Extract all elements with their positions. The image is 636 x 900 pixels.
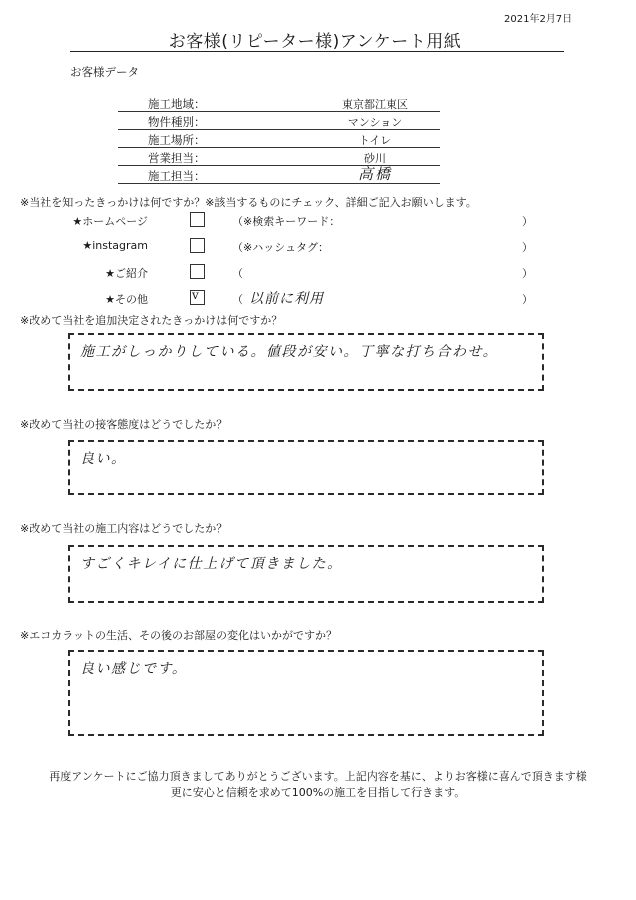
- answer-handwritten: 良い。: [80, 451, 127, 467]
- checkbox-referral[interactable]: [190, 264, 205, 279]
- survey-date: 2021年2月7日: [504, 14, 573, 25]
- customer-key: 営業担当：: [148, 151, 206, 165]
- customer-value-handwritten: 高橋: [357, 165, 392, 183]
- source-detail-handwritten: 以前に利用: [249, 291, 324, 307]
- paren-close: ）: [522, 293, 533, 306]
- answer-box-4[interactable]: [68, 650, 544, 736]
- source-detail: [232, 239, 329, 255]
- customer-value: 砂川: [364, 152, 386, 165]
- customer-key: 施工場所：: [148, 133, 206, 147]
- answer-handwritten: 良い感じです。: [80, 661, 188, 677]
- page-title: お客様(リピーター様)アンケート用紙: [168, 32, 462, 52]
- checkbox-instagram[interactable]: [190, 238, 205, 253]
- customer-row-area: [118, 93, 440, 112]
- source-detail-text: （※ハッシュタグ：: [232, 241, 329, 254]
- source-detail-text: （※検索キーワード：: [232, 215, 341, 228]
- closing-line: 再度アンケートにご協力頂きましてありがとうございます。上記内容を基に、よりお客様に喜んで頂きます様: [49, 770, 587, 783]
- source-instruction-text: ※該当するものにチェック、詳細ご記入お願いします。: [205, 196, 477, 209]
- answer-box-2[interactable]: [68, 440, 544, 495]
- title-underline: [70, 51, 564, 52]
- closing-message: [40, 769, 596, 801]
- answer-box-3[interactable]: [68, 545, 544, 603]
- answer-handwritten: すごくキレイに仕上げて頂きました。: [80, 556, 343, 572]
- source-question: [20, 194, 477, 210]
- customer-row-location: [118, 129, 440, 148]
- customer-row-installer: [118, 165, 440, 184]
- source-label: ★その他: [105, 293, 148, 306]
- paren-close: ）: [522, 241, 533, 254]
- question-2: ※改めて当社の接客態度はどうでしたか？: [20, 418, 228, 431]
- source-label: ★instagram: [82, 239, 148, 252]
- customer-value: 東京都江東区: [342, 98, 408, 111]
- question-1: ※改めて当社を追加決定されたきっかけは何ですか？: [20, 314, 283, 327]
- source-detail: [232, 213, 340, 229]
- source-label: ★ホームページ: [72, 215, 148, 228]
- source-detail: [232, 265, 243, 281]
- customer-section-label: お客様データ: [70, 65, 139, 79]
- closing-line: 更に安心と信頼を求めて100%の施工を目指して行きます。: [170, 786, 466, 799]
- paren-close: ）: [522, 215, 533, 228]
- source-detail: [232, 288, 324, 308]
- customer-key: 物件種別：: [148, 115, 206, 129]
- answer-box-1[interactable]: [68, 333, 544, 391]
- customer-key: 施工地域：: [148, 97, 206, 111]
- check-mark-icon: v: [192, 288, 199, 302]
- customer-value: トイレ: [358, 134, 392, 147]
- answer-handwritten: 施工がしっかりしている。値段が安い。丁寧な打ち合わせ。: [80, 344, 499, 360]
- checkbox-homepage[interactable]: [190, 212, 205, 227]
- customer-value: マンション: [347, 116, 403, 129]
- customer-key: 施工担当：: [148, 169, 206, 183]
- paren-close: ）: [522, 267, 533, 280]
- source-detail-text: （: [232, 267, 243, 280]
- source-question-text: ※当社を知ったきっかけは何ですか？: [20, 196, 206, 209]
- customer-row-property-type: [118, 111, 440, 130]
- source-label: ★ご紹介: [105, 267, 148, 280]
- checkbox-other[interactable]: [190, 290, 205, 305]
- source-detail-text: （: [232, 293, 243, 306]
- question-3: ※改めて当社の施工内容はどうでしたか？: [20, 522, 228, 535]
- question-4: ※エコカラットの生活、その後のお部屋の変化はいかがですか？: [20, 629, 337, 642]
